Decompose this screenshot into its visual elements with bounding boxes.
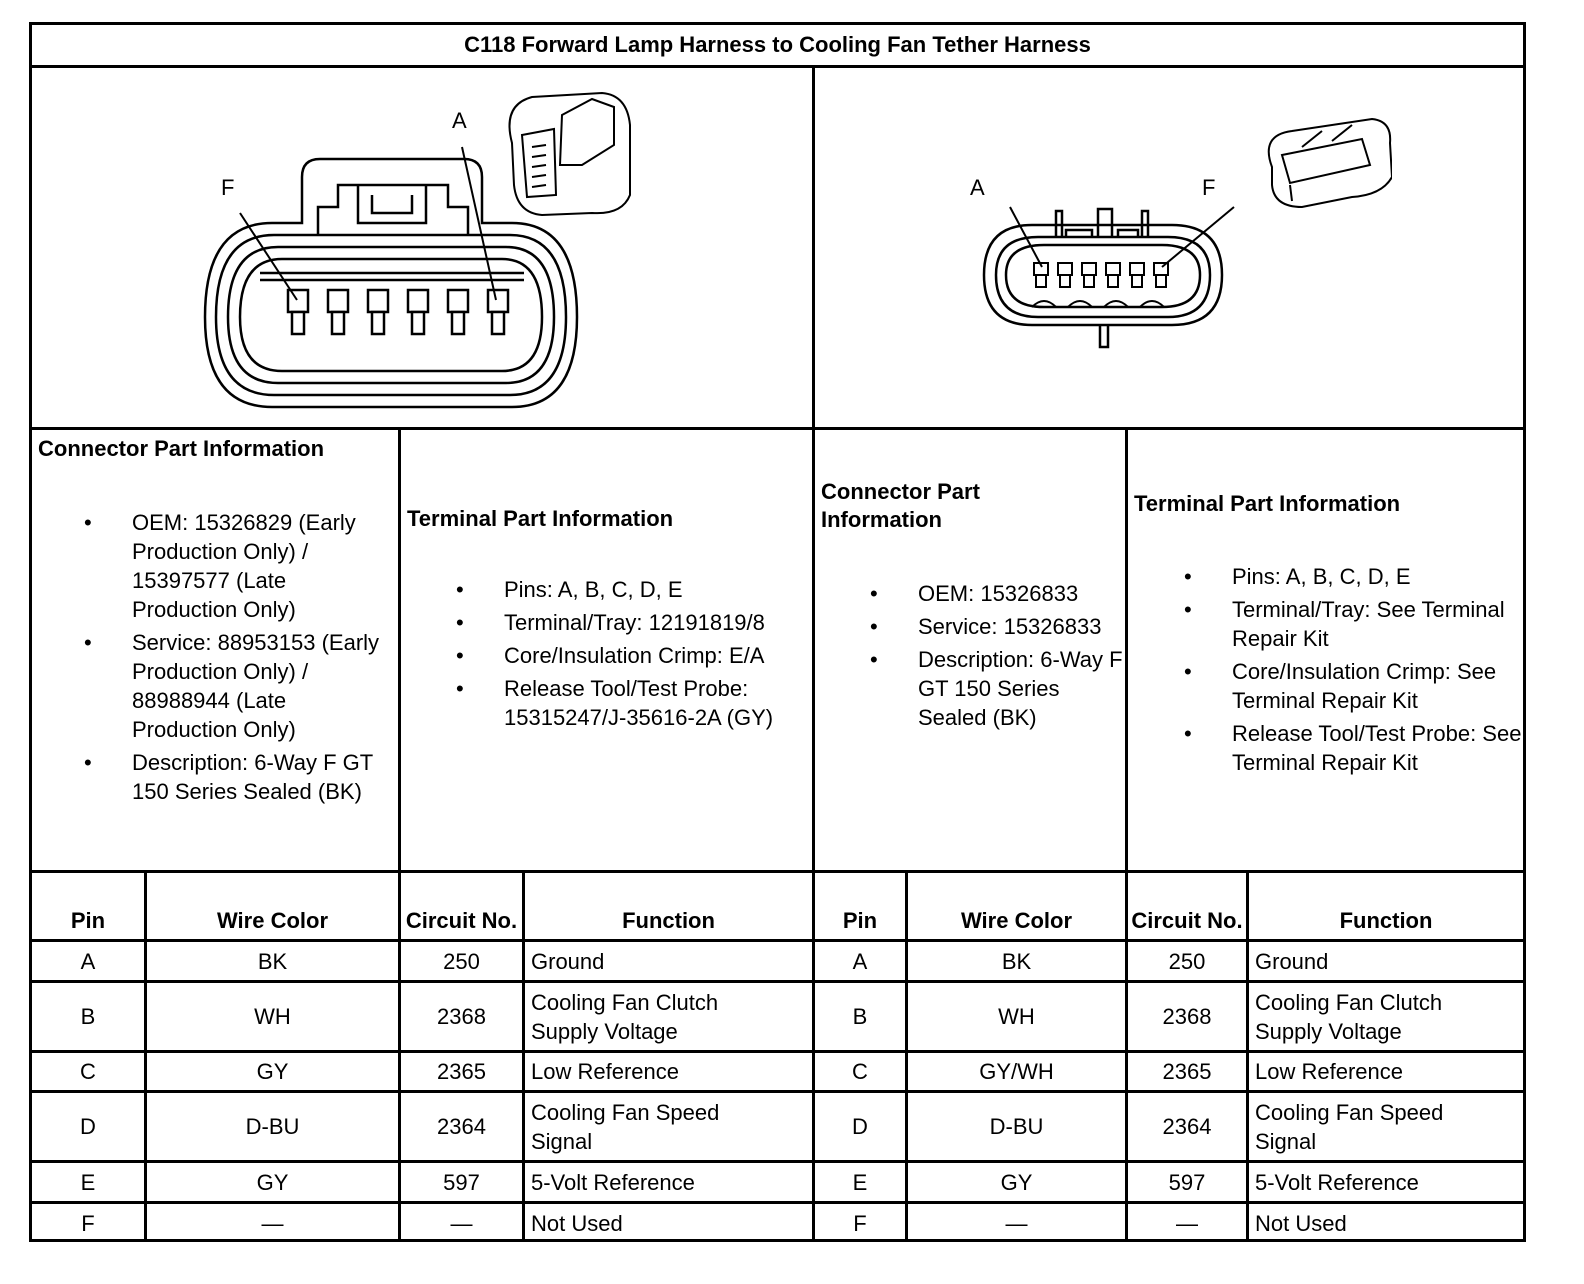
table-cell: BK	[1001, 948, 1032, 974]
table-cell: Not Used	[531, 1210, 623, 1236]
table-cell: D	[80, 1114, 96, 1139]
table-cell: E	[80, 1169, 96, 1195]
table-cell: 250	[443, 948, 480, 974]
table-cell: F	[81, 1210, 95, 1236]
right-terminal-info-heading: Terminal Part Information	[1134, 491, 1401, 516]
table-cell: 2364	[1162, 1114, 1212, 1139]
left-terminal-info-heading: Terminal Part Information	[407, 506, 674, 531]
table-cell: WH	[998, 1004, 1035, 1029]
table-cell: —	[261, 1210, 284, 1236]
list-item: • Description: 6-Way F GT 150 Series Sealed (BK)	[32, 748, 394, 806]
list-item: • OEM: 15326833	[818, 579, 1123, 608]
list-item: • Service: 15326833	[818, 612, 1123, 641]
table-cell: 5-Volt Reference	[531, 1169, 695, 1195]
table-cell: D	[852, 1114, 868, 1139]
left-connector-info-heading: Connector Part Information	[38, 436, 325, 461]
list-item: • Description: 6-Way F GT 150 Series Sealed (BK)	[818, 645, 1123, 732]
table-cell: Cooling Fan Speed Signal	[531, 1099, 720, 1154]
table-cell: B	[852, 1004, 868, 1029]
table-cell: 250	[1168, 948, 1206, 974]
table-cell: WH	[254, 1004, 291, 1029]
table-cell: Not Used	[1255, 1210, 1347, 1236]
table-cell: 5-Volt Reference	[1255, 1169, 1419, 1195]
table-cell: C	[80, 1059, 96, 1084]
right-col-wire-color: Wire Color	[960, 908, 1073, 933]
table-cell: D-BU	[989, 1114, 1044, 1139]
rule-title	[32, 65, 1523, 68]
right-pin-label-f: F	[1202, 175, 1216, 200]
table-cell: BK	[257, 948, 288, 974]
right-connector-info-list	[818, 579, 1123, 736]
table-cell: GY	[256, 1169, 289, 1195]
table-cell: F	[853, 1210, 867, 1236]
left-col-wire-color: Wire Color	[216, 908, 329, 933]
table-cell: C	[852, 1059, 868, 1084]
table-cell: A	[852, 948, 868, 974]
table-cell: Ground	[1255, 948, 1329, 974]
table-cell: GY/WH	[979, 1059, 1054, 1084]
right-col-pin: Pin	[842, 908, 878, 933]
table-cell: B	[80, 1004, 96, 1029]
left-terminal-info-list	[404, 575, 809, 736]
connector-sheet	[29, 22, 1526, 1242]
page-title: C118 Forward Lamp Harness to Cooling Fan Tether Harness	[464, 32, 1091, 57]
left-connector-icon	[182, 85, 642, 415]
table-cell: —	[450, 1210, 473, 1236]
table-cell: E	[852, 1169, 868, 1195]
list-item: • Pins: A, B, C, D, E	[1132, 562, 1527, 591]
list-item: • OEM: 15326829 (Early Production Only) / 15397577 (Late Production Only)	[32, 508, 394, 624]
left-col-circuit: Circuit No.	[405, 908, 518, 933]
table-cell: D-BU	[245, 1114, 300, 1139]
left-connector-info-list	[32, 508, 394, 810]
table-cell: GY	[256, 1059, 289, 1084]
right-col-circuit: Circuit No.	[1131, 908, 1243, 933]
table-cell: 597	[443, 1169, 480, 1195]
left-col-function: Function	[622, 908, 715, 933]
table-cell: 2364	[437, 1114, 486, 1139]
table-cell: 597	[1168, 1169, 1206, 1195]
table-cell: —	[1005, 1210, 1028, 1236]
right-pin-label-a: A	[970, 175, 985, 200]
table-cell: Ground	[531, 948, 605, 974]
table-cell: Low Reference	[531, 1059, 679, 1084]
table-cell: Low Reference	[1255, 1059, 1403, 1084]
list-item: • Core/Insulation Crimp: See Terminal Repair Kit	[1132, 657, 1527, 715]
table-cell: 2365	[437, 1059, 486, 1084]
table-cell: GY	[1000, 1169, 1033, 1195]
list-item: • Service: 88953153 (Early Production Only) / 88988944 (Late Production Only)	[32, 628, 394, 744]
table-cell: —	[1176, 1210, 1198, 1236]
list-item: • Release Tool/Test Probe: 15315247/J-35616-2A (GY)	[404, 674, 809, 732]
list-item: • Release Tool/Test Probe: See Terminal Repair Kit	[1132, 719, 1527, 777]
list-item: • Terminal/Tray: 12191819/8	[404, 608, 809, 637]
table-cell: Cooling Fan Speed Signal	[1255, 1099, 1444, 1154]
left-col-pin: Pin	[70, 908, 106, 933]
table-cell: Cooling Fan Clutch Supply Voltage	[1255, 989, 1443, 1044]
table-cell: 2368	[1162, 1004, 1212, 1029]
right-connector-icon	[972, 95, 1392, 365]
table-cell: Cooling Fan Clutch Supply Voltage	[531, 989, 719, 1044]
table-cell: 2365	[1162, 1059, 1212, 1084]
list-item: • Core/Insulation Crimp: E/A	[404, 641, 809, 670]
table-cell: 2368	[437, 1004, 486, 1029]
list-item: • Pins: A, B, C, D, E	[404, 575, 809, 604]
list-item: • Terminal/Tray: See Terminal Repair Kit	[1132, 595, 1527, 653]
right-terminal-info-list	[1132, 562, 1527, 781]
right-connector-info-heading: Connector Part Information	[821, 479, 980, 532]
right-col-function: Function	[1339, 908, 1433, 933]
rule-images	[32, 427, 1523, 430]
left-pin-label-f: F	[221, 175, 235, 200]
table-cell: A	[80, 948, 96, 974]
left-pin-label-a: A	[452, 108, 467, 133]
